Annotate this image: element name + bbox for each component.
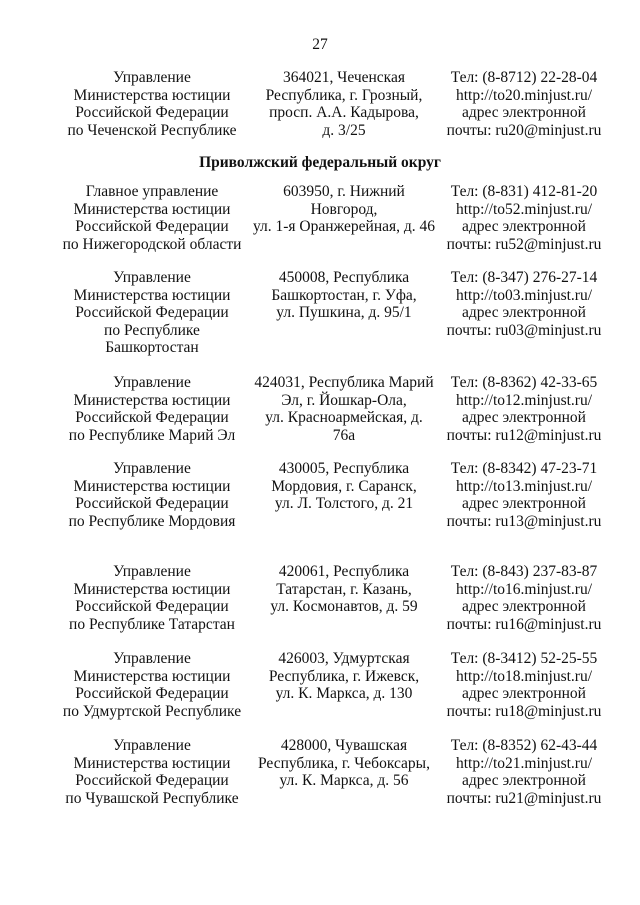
entry-mordovia bbox=[0, 460, 640, 550]
entry-chuvashia bbox=[0, 737, 640, 827]
office-name: Управление Министерства юстиции Российской Федерации по Республике Татарстан bbox=[69, 563, 235, 633]
office-contacts: Тел: (8-843) 237-83-87 http://to16.minjust.ru/ адрес электронной почты: ru16@minjust.ru bbox=[446, 563, 602, 633]
entry-udmurtia bbox=[0, 650, 640, 740]
entry-bashkortostan bbox=[0, 269, 640, 377]
section-heading: Приволжский федеральный округ bbox=[199, 154, 441, 171]
entry-nizhny-novgorod bbox=[0, 183, 640, 273]
page-number: 27 bbox=[312, 36, 328, 53]
office-address: 428000, Чувашская Республика, г. Чебоксары, ул. К. Маркса, д. 56 bbox=[258, 737, 430, 789]
office-address: 603950, г. Нижний Новгород, ул. 1-я Оранжерейная, д. 46 bbox=[252, 183, 436, 235]
office-name: Управление Министерства юстиции Российской Федерации по Республике Башкортостан bbox=[73, 269, 231, 356]
office-contacts: Тел: (8-831) 412-81-20 http://to52.minjust.ru/ адрес электронной почты: ru52@minjust.ru bbox=[446, 183, 602, 253]
office-name: Управление Министерства юстиции Российской Федерации по Чеченской Республике bbox=[67, 69, 237, 139]
office-address: 426003, Удмуртская Республика, г. Ижевск, ул. К. Маркса, д. 130 bbox=[268, 650, 420, 702]
office-name: Управление Министерства юстиции Российской Федерации по Удмуртской Республике bbox=[62, 650, 242, 720]
office-contacts: Тел: (8-8712) 22-28-04 http://to20.minjust.ru/ адрес электронной почты: ru20@minjust.ru bbox=[446, 69, 602, 139]
office-name: Главное управление Министерства юстиции Российской Федерации по Нижегородской области bbox=[62, 183, 242, 253]
office-contacts: Тел: (8-347) 276-27-14 http://to03.minjust.ru/ адрес электронной почты: ru03@minjust.ru bbox=[446, 269, 602, 339]
office-address: 420061, Республика Татарстан, г. Казань, ул. Космонавтов, д. 59 bbox=[270, 563, 418, 615]
office-address: 430005, Республика Мордовия, г. Саранск, ул. Л. Толстого, д. 21 bbox=[271, 460, 417, 512]
office-name: Управление Министерства юстиции Российской Федерации по Республике Марий Эл bbox=[68, 374, 236, 444]
office-contacts: Тел: (8-8342) 47-23-71 http://to13.minjust.ru/ адрес электронной почты: ru13@minjust.ru bbox=[446, 460, 602, 530]
office-contacts: Тел: (8-8362) 42-33-65 http://to12.minjust.ru/ адрес электронной почты: ru12@minjust.ru bbox=[446, 374, 602, 444]
entry-tatarstan bbox=[0, 563, 640, 653]
office-address: 364021, Чеченская Республика, г. Грозный, просп. А.А. Кадырова, д. 3/25 bbox=[265, 69, 423, 139]
office-name: Управление Министерства юстиции Российской Федерации по Чувашской Республике bbox=[65, 737, 239, 807]
office-address: 424031, Республика Марий Эл, г. Йошкар-Ола, ул. Красноармейская, д. 76а bbox=[254, 374, 434, 444]
office-address: 450008, Республика Башкортостан, г. Уфа, ул. Пушкина, д. 95/1 bbox=[271, 269, 417, 321]
entry-mari-el bbox=[0, 374, 640, 464]
office-name: Управление Министерства юстиции Российской Федерации по Республике Мордовия bbox=[68, 460, 236, 530]
office-contacts: Тел: (8-8352) 62-43-44 http://to21.minjust.ru/ адрес электронной почты: ru21@minjust.ru bbox=[446, 737, 602, 807]
office-contacts: Тел: (8-3412) 52-25-55 http://to18.minjust.ru/ адрес электронной почты: ru18@minjust.ru bbox=[446, 650, 602, 720]
entry-chechnya bbox=[0, 69, 640, 159]
